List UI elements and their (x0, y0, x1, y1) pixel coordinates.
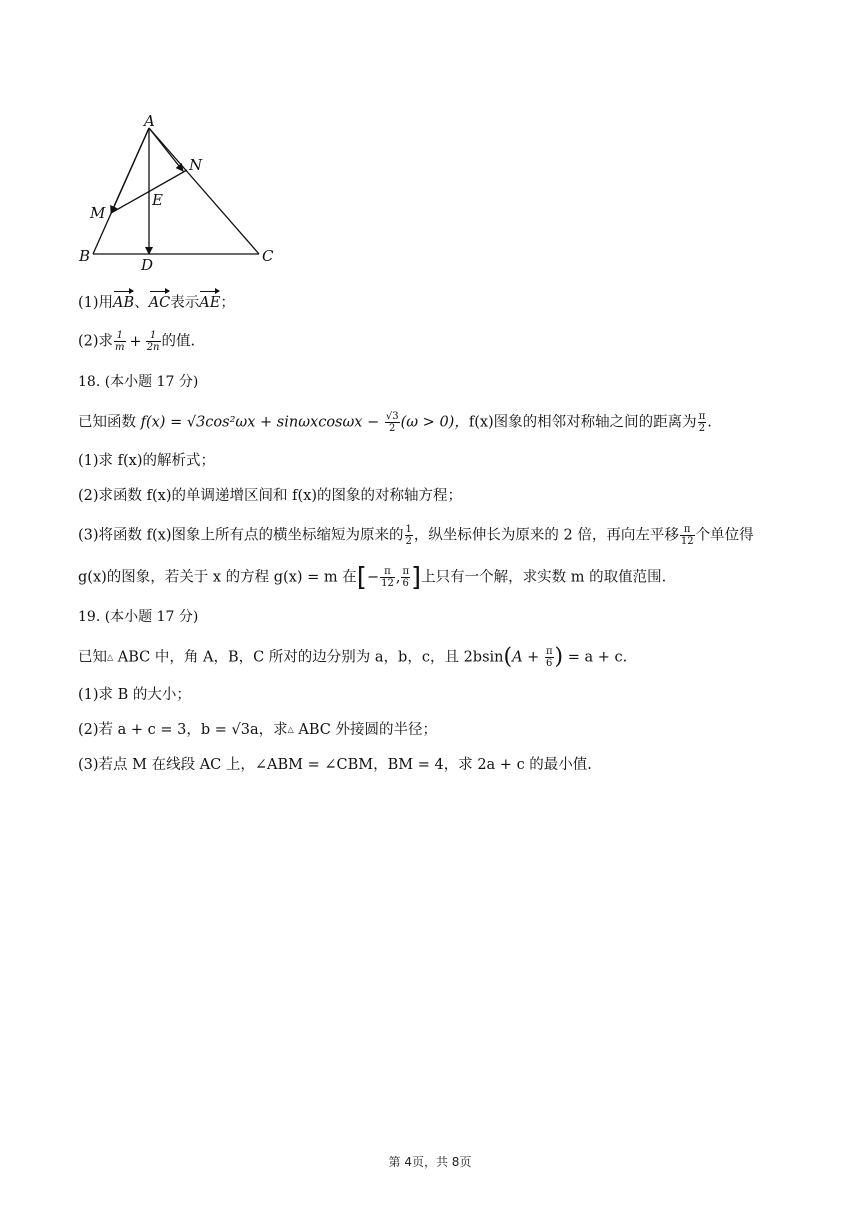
label-b: B (79, 247, 91, 265)
label-m: M (90, 204, 106, 222)
vector-ac: AC (148, 295, 171, 311)
fraction-1-over-2: $\frac{1}{2}$ (405, 524, 412, 547)
q18-part3: (3)将函数 f(x)图象上所有点的横坐标缩短为原来的 $\frac{1}{2}$ ，纵坐标伸长为原来的 2 倍，再向左平移 $\frac{\pi}{12}$ 个单位得 (78, 524, 754, 547)
fraction-pi-over-12-lower: $\frac{\pi}{12}$ (381, 566, 394, 589)
fraction-pi-over-2: $\frac{\pi}{2}$ (698, 411, 706, 434)
q18-part2: (2)求函数 f(x)的单调递增区间和 f(x)的图象的对称轴方程； (78, 488, 462, 504)
q17-part1: (1)用AB、AC表示AE； (78, 295, 235, 311)
page-footer: 第 4页，共 8页 (388, 1155, 472, 1169)
vector-ab: AB (113, 295, 135, 311)
q18-heading: 18. (本小题 17 分) (78, 374, 199, 390)
triangle-figure (75, 108, 295, 278)
label-e: E (152, 191, 163, 209)
q19-stem: 已知△ ABC 中，角 A，B，C 所对的边分别为 a，b，c，且 2bsin(A + $\frac{\pi}{6}$ ) = a + c. (78, 644, 628, 670)
vector-ae: AE (199, 295, 221, 311)
q19-part3: (3)若点 M 在线段 AC 上，∠ABM = ∠CBM，BM = 4，求 2a + c 的最小值. (78, 757, 592, 773)
vector-am (111, 128, 149, 213)
q18-part3-line2: g(x)的图象，若关于 x 的方程 g(x) = m 在[− $\frac{\pi}{12}$ , $\frac{\pi}{6}$ ]上只有一个解，求实数 m 的取值范围. (78, 562, 667, 593)
q18-stem: 已知函数 f(x) = √3cos²ωx + sinωxcosωx − $\frac{√3}{2}$ (ω > 0)，f(x)图象的相邻对称轴之间的距离为 $\frac{\pi}{2}$ . (78, 411, 712, 434)
q19-heading: 19. (本小题 17 分) (78, 609, 199, 625)
fraction-1-over-2n: $\frac{1}{2n}$ (146, 330, 160, 353)
side-ac (149, 128, 259, 254)
q18-part1: (1)求 f(x)的解析式； (78, 453, 216, 469)
fraction-sqrt3-over-2: $\frac{√3}{2}$ (385, 411, 399, 434)
triangle-symbol: △ (287, 725, 294, 734)
label-c: C (262, 247, 274, 265)
fraction-pi-over-12: $\frac{\pi}{12}$ (680, 524, 694, 547)
fraction-pi-over-6: $\frac{\pi}{6}$ (545, 646, 553, 669)
label-a: A (144, 112, 155, 130)
q17-part2: (2)求 $\frac{1}{m}$ + $\frac{1}{2n}$ 的值. (78, 330, 196, 353)
q19-part2: (2)若 a + c = 3，b = √3a，求△ ABC 外接圆的半径； (78, 722, 438, 738)
triangle-symbol: △ (107, 652, 114, 662)
label-d: D (141, 256, 154, 274)
vector-an (149, 128, 183, 171)
q19-part1: (1)求 B 的大小； (78, 687, 191, 703)
label-n: N (189, 156, 203, 174)
fraction-1-over-m: $\frac{1}{m}$ (115, 330, 125, 353)
fraction-pi-over-6-upper: $\frac{\pi}{6}$ (402, 566, 410, 589)
